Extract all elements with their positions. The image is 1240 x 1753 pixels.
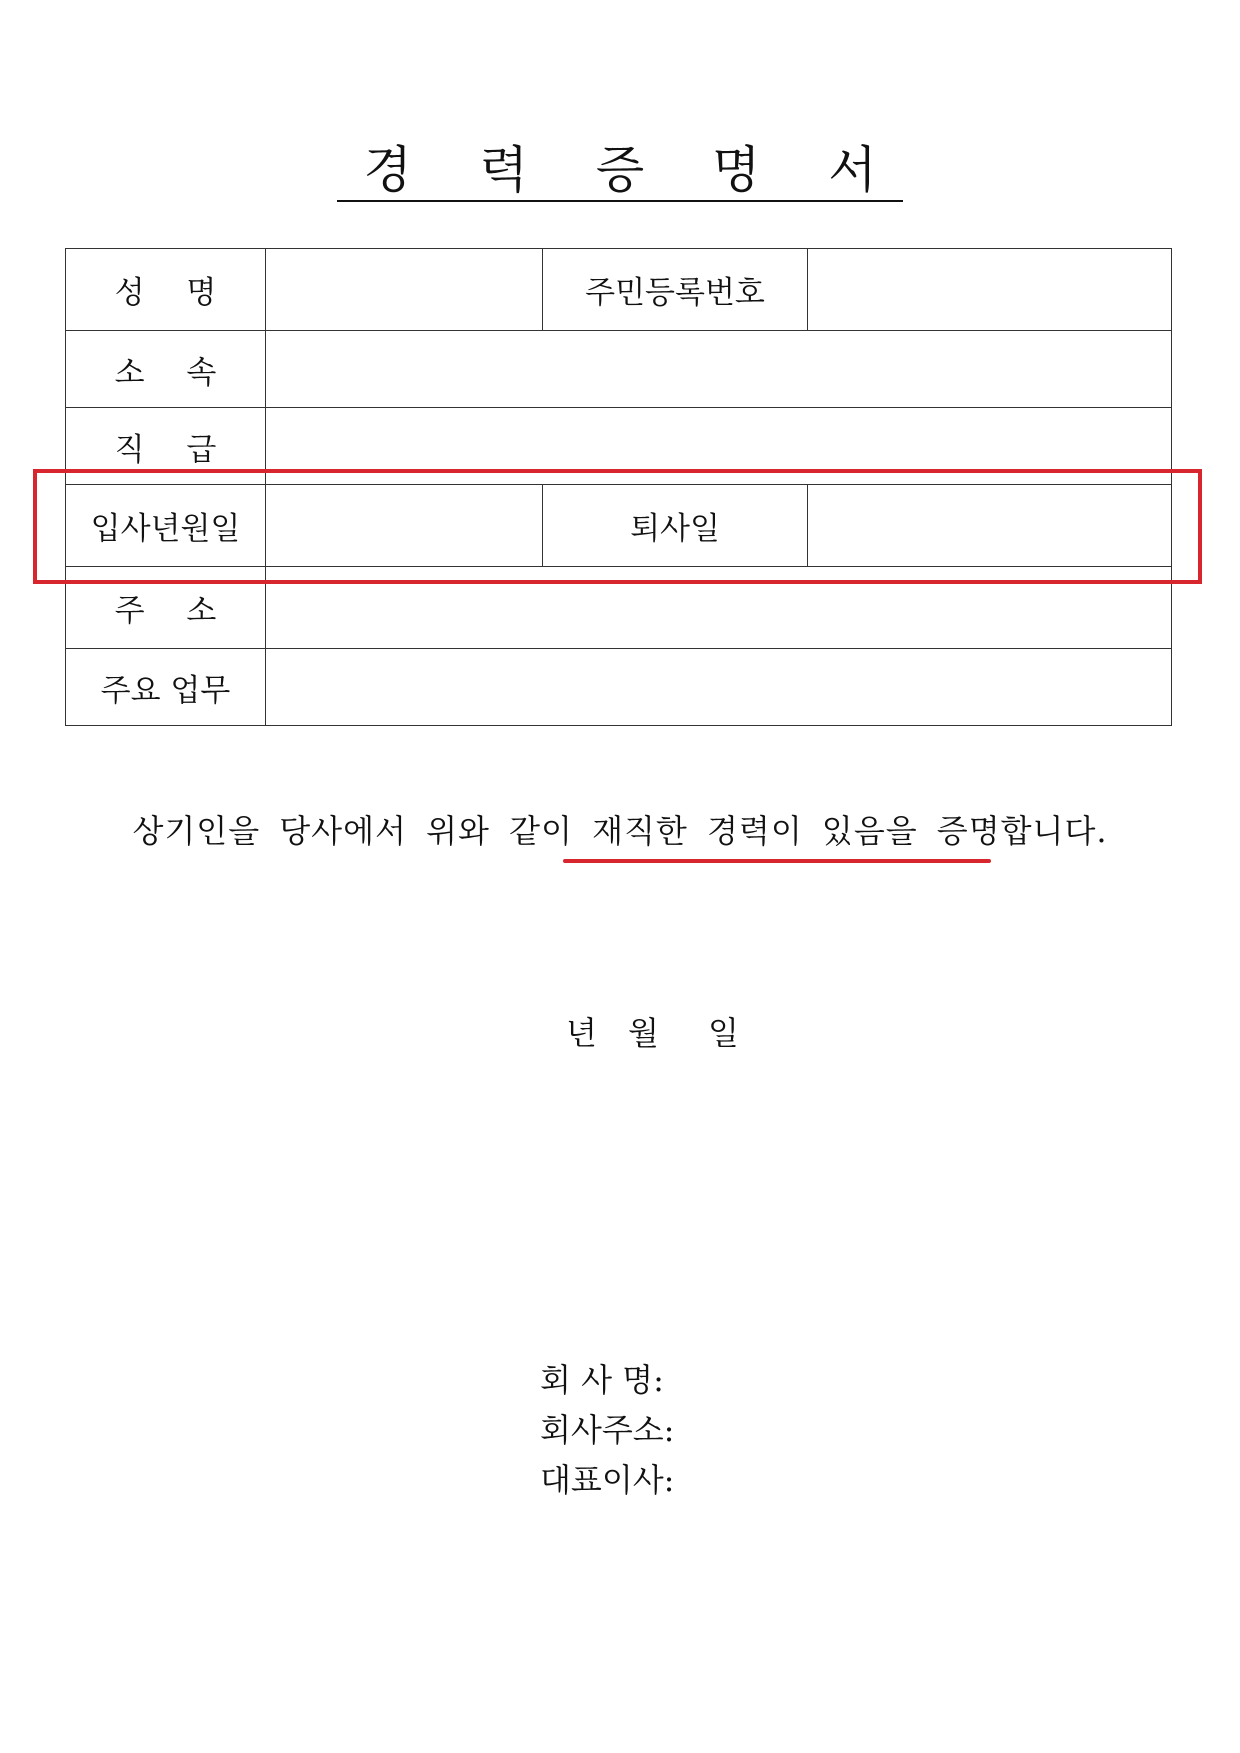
name-value-cell[interactable] (266, 249, 543, 331)
affiliation-value-cell[interactable] (266, 331, 1172, 408)
main-duties-value-cell[interactable] (266, 649, 1172, 726)
table-row-name (66, 249, 1172, 331)
date-day-label: 일 (708, 1014, 739, 1052)
affiliation-label: 소 속 (66, 331, 266, 408)
leave-date-label: 퇴사일 (543, 485, 808, 567)
name-label: 성 명 (66, 249, 266, 331)
resident-number-value-cell[interactable] (808, 249, 1172, 331)
table-row-affiliation (66, 331, 1172, 408)
date-month-label: 월 (628, 1014, 659, 1052)
document-title: 경 력 증 명 서 (337, 140, 902, 202)
address-label: 주 소 (66, 567, 266, 649)
resident-number-label: 주민등록번호 (543, 249, 808, 331)
main-duties-label: 주요 업무 (66, 649, 266, 726)
red-underline-mark (563, 859, 991, 863)
document-title-wrapper (0, 138, 1240, 202)
date-year-label: 년 (566, 1014, 597, 1052)
company-address-label: 회사주소: (540, 1411, 675, 1449)
company-name-label: 회 사 명: (540, 1361, 664, 1399)
red-highlight-box (33, 469, 1202, 584)
company-ceo-label: 대표이사: (540, 1461, 675, 1499)
certification-statement: 상기인을 당사에서 위와 같이 재직한 경력이 있음을 증명합니다. (132, 812, 1108, 850)
rank-label: 직 급 (66, 408, 266, 485)
table-row-duties (66, 649, 1172, 726)
hire-date-label: 입사년원일 (66, 485, 266, 567)
